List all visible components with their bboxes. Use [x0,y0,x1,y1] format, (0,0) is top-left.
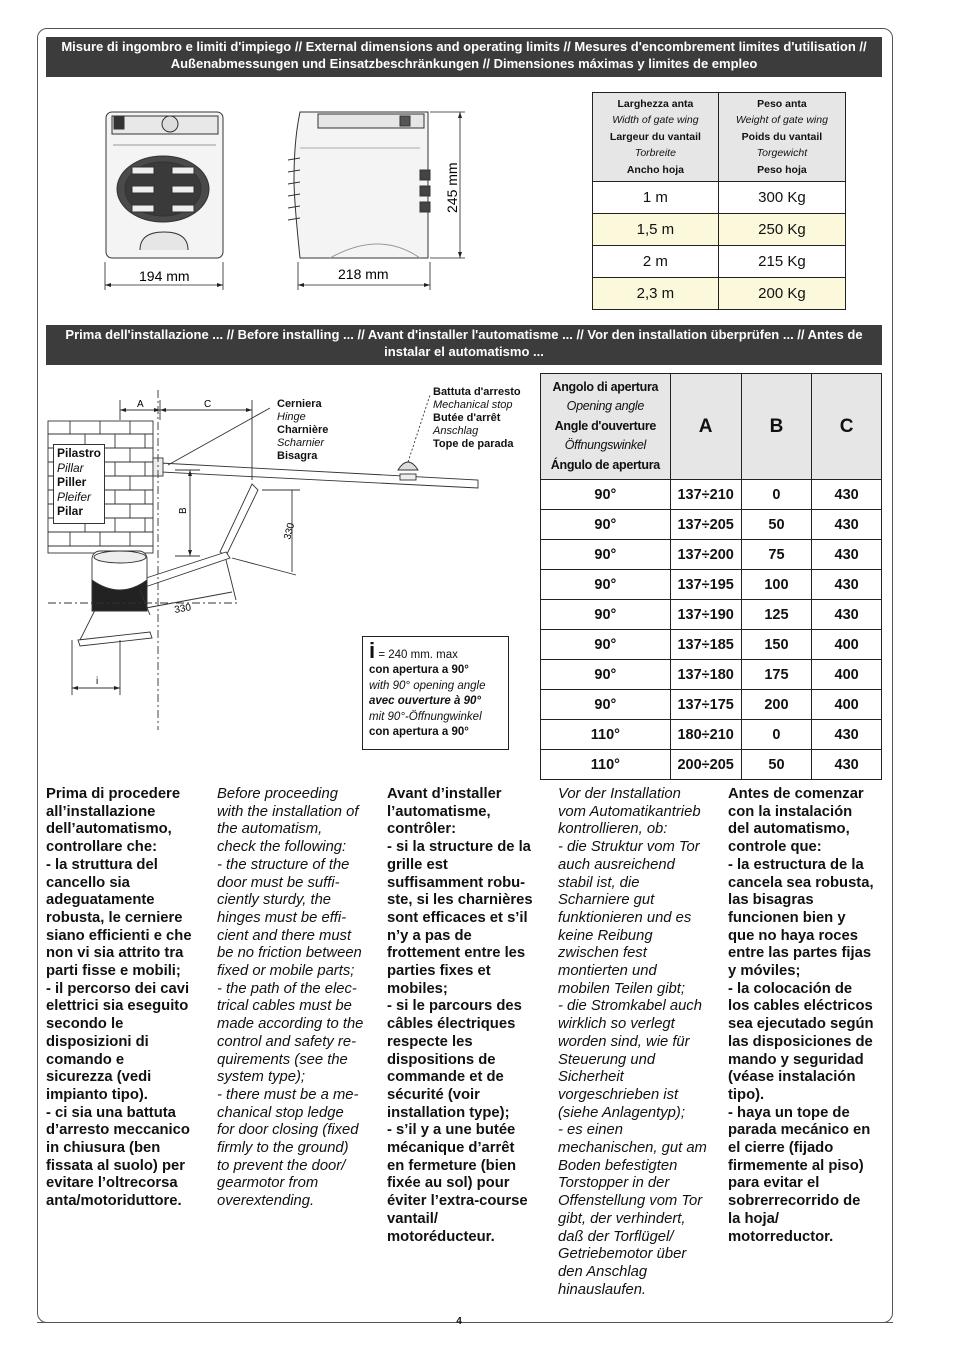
footer-rule-left [37,1322,440,1323]
dimension-b-label: B [178,507,189,514]
dimension-a-label: A [137,399,144,410]
table-row [541,480,882,510]
cell-a: 137÷210 [670,480,741,510]
height-dimension-label: 245 mm [444,162,460,213]
opening-angle-table [540,373,882,780]
table-row: 2,3 m 200 Kg [593,278,846,310]
weight-header: Peso anta Weight of gate wing Poids du vantail Torgewicht Peso hoja [718,93,845,182]
text-italian: Prima di procedere all’installazione dell’automatismo, controllare che: - la struttura del cancello sia adeguatamente robusta, le cerniere siano efficienti e che non vi sia attrito tra parti fisse e mobili; - il percorso dei cavi elettrici sia eseguito secondo le disposizioni di comando e sicurezza (vedi impianto tipo). - ci sia una battuta d’arresto meccanico in chiusura (ben fissata al suolo) per evitare l’oltrecorsa anta/motoriduttore. [46,786,192,1210]
cell-c: 430 [812,600,882,630]
section-header-dimensions: Misure di ingombro e limiti d'impiego // External dimensions and operating limits // Mesures d'encombrement limites d'utilisation // Außenabmessungen und Einsatzbeschränkungen // Dimensiones máximas y limites de empleo [46,37,882,77]
column-c-header: C [812,374,882,480]
weight-limit-table [592,92,846,310]
cell-angle: 90° [541,600,671,630]
dimension-i-label: i [96,676,99,687]
cell-a: 137÷190 [670,600,741,630]
gearmotor-front-view [106,112,223,258]
column-b-header: B [741,374,812,480]
cell-a: 137÷195 [670,570,741,600]
cell-angle: 90° [541,630,671,660]
table-row [541,720,882,750]
cell-b: 125 [741,600,812,630]
table-row [541,660,882,690]
table-row: 1,5 m 250 Kg [593,214,846,246]
width-header: Larghezza anta Width of gate wing Largeur du vantail Torbreite Ancho hoja [593,93,719,182]
table-row [541,750,882,780]
table-row [541,570,882,600]
cell-a: 137÷185 [670,630,741,660]
cell-c: 430 [812,750,882,780]
hinge-label: Cerniera Hinge Charnière Scharnier Bisagra [277,398,329,462]
table-row [541,630,882,660]
cell-c: 430 [812,510,882,540]
depth-dimension-label: 218 mm [338,266,389,282]
cell-a: 200÷205 [670,750,741,780]
cell-b: 0 [741,480,812,510]
mechanical-stop-label: Battuta d'arresto Mechanical stop Butée d'arrêt Anschlag Tope de parada [433,386,521,450]
cell-c: 430 [812,720,882,750]
pillar-label: Pilastro Pillar Piller Pleifer Pilar [53,444,105,524]
cell-angle: 90° [541,570,671,600]
table-row [541,510,882,540]
cell-c: 430 [812,480,882,510]
angle-header: Angolo di apertura Opening angle Angle d'ouverture Öffnungswinkel Ángulo de apertura [541,374,671,480]
cell-a: 137÷180 [670,660,741,690]
cell-b: 200 [741,690,812,720]
cell-angle: 90° [541,660,671,690]
section-header-before-installing: Prima dell'installazione ... // Before installing ... // Avant d'installer l'automatisme ... // Vor den installation überprüfen ... // Antes de instalar el automatismo ... [46,325,882,365]
cell-b: 75 [741,540,812,570]
cell-angle: 90° [541,510,671,540]
table-row: 1 m 300 Kg [593,182,846,214]
page-number: 4 [456,1316,462,1327]
table-row [541,690,882,720]
cell-a: 137÷175 [670,690,741,720]
footer-rule-right [478,1322,893,1323]
text-french: Avant d’installer l’automatisme, contrôler: - si la structure de la grille est suffisamment robu- ste, si les charnières sont efficaces et s’il n’y a pas de frottement entre les parties fixes et mobiles; - si le parcours des câbles électriques respecte les dispositions de commande et de sécurité (voir installation type); - s’il y a une butée mécanique d’arrêt en fermeture (bien fixée au sol) pour éviter l’extra-course vantail/ motoréducteur. [387,786,533,1245]
cell-b: 0 [741,720,812,750]
width-dimension-label: 194 mm [139,268,190,284]
cell-b: 50 [741,510,812,540]
cell-b: 100 [741,570,812,600]
dimension-330-arm-label: 330 [282,521,298,541]
text-english: Before proceeding with the installation of the automatism, check the following: - the structure of the door must be suffi- ciently sturdy, the hinges must be effi- cient and there must be no friction between fixed or mobile parts; - the path of the elec- trical cables must be made according to the control and safety re- quirements (see the system type); - there must be a me- chanical stop ledge for door closing (fixed firmly to the ground) to prevent the door/ gearmotor from overextending. [217,786,364,1210]
cell-a: 137÷205 [670,510,741,540]
gearmotor-side-view [288,112,430,258]
table-row [541,540,882,570]
cell-c: 430 [812,540,882,570]
cell-c: 430 [812,570,882,600]
cell-angle: 110° [541,720,671,750]
table-row: 2 m 215 Kg [593,246,846,278]
cell-angle: 90° [541,540,671,570]
cell-angle: 90° [541,480,671,510]
text-german: Vor der Installation vom Automatikantrieb kontrollieren, ob: - die Struktur vom Tor auch ausreichend stabil ist, die Scharniere gut funktionieren und es keine Reibung zwischen fest montierten und mobilen Teilen gibt; - die Stromkabel auch wirklich so verlegt worden sind, wie für Steuerung und Sicherheit vorgeschrieben ist (siehe Anlagentyp); - es einen mechanischen, gut am Boden befestigten Torstopper in der Offenstellung vom Tor gibt, der verhindert, daß der Torflügel/ Getriebemotor über den Anschlag hinauslaufen. [558,786,707,1298]
cell-c: 400 [812,660,882,690]
cell-b: 50 [741,750,812,780]
cell-angle: 110° [541,750,671,780]
cell-c: 400 [812,630,882,660]
column-a-header: A [670,374,741,480]
text-spanish: Antes de comenzar con la instalación del automatismo, controle que: - la estructura de la cancela sea robusta, las bisagras funcionen bien y que no haya roces entre las partes fijas y móviles; - la colocación de los cables eléctricos sea ejecutado según las disposiciones de mando y seguridad (véase instalación tipo). - haya un tope de parada mecánico en el cierre (fijado firmemente al piso) para evitar el sobrerrecorrido de la hoja/ motorreductor. [728,786,874,1245]
cell-b: 175 [741,660,812,690]
i-max-note-box: i = 240 mm. max con apertura a 90° with 90° opening angle avec ouverture à 90° mit 90°-Öffnungwinkel con apertura a 90° [362,636,509,750]
dimension-330-lower-label: 330 [173,602,192,616]
cell-angle: 90° [541,690,671,720]
cell-c: 400 [812,690,882,720]
cell-b: 150 [741,630,812,660]
cell-a: 137÷200 [670,540,741,570]
table-row [541,600,882,630]
cell-a: 180÷210 [670,720,741,750]
dimension-c-label: C [204,399,212,410]
